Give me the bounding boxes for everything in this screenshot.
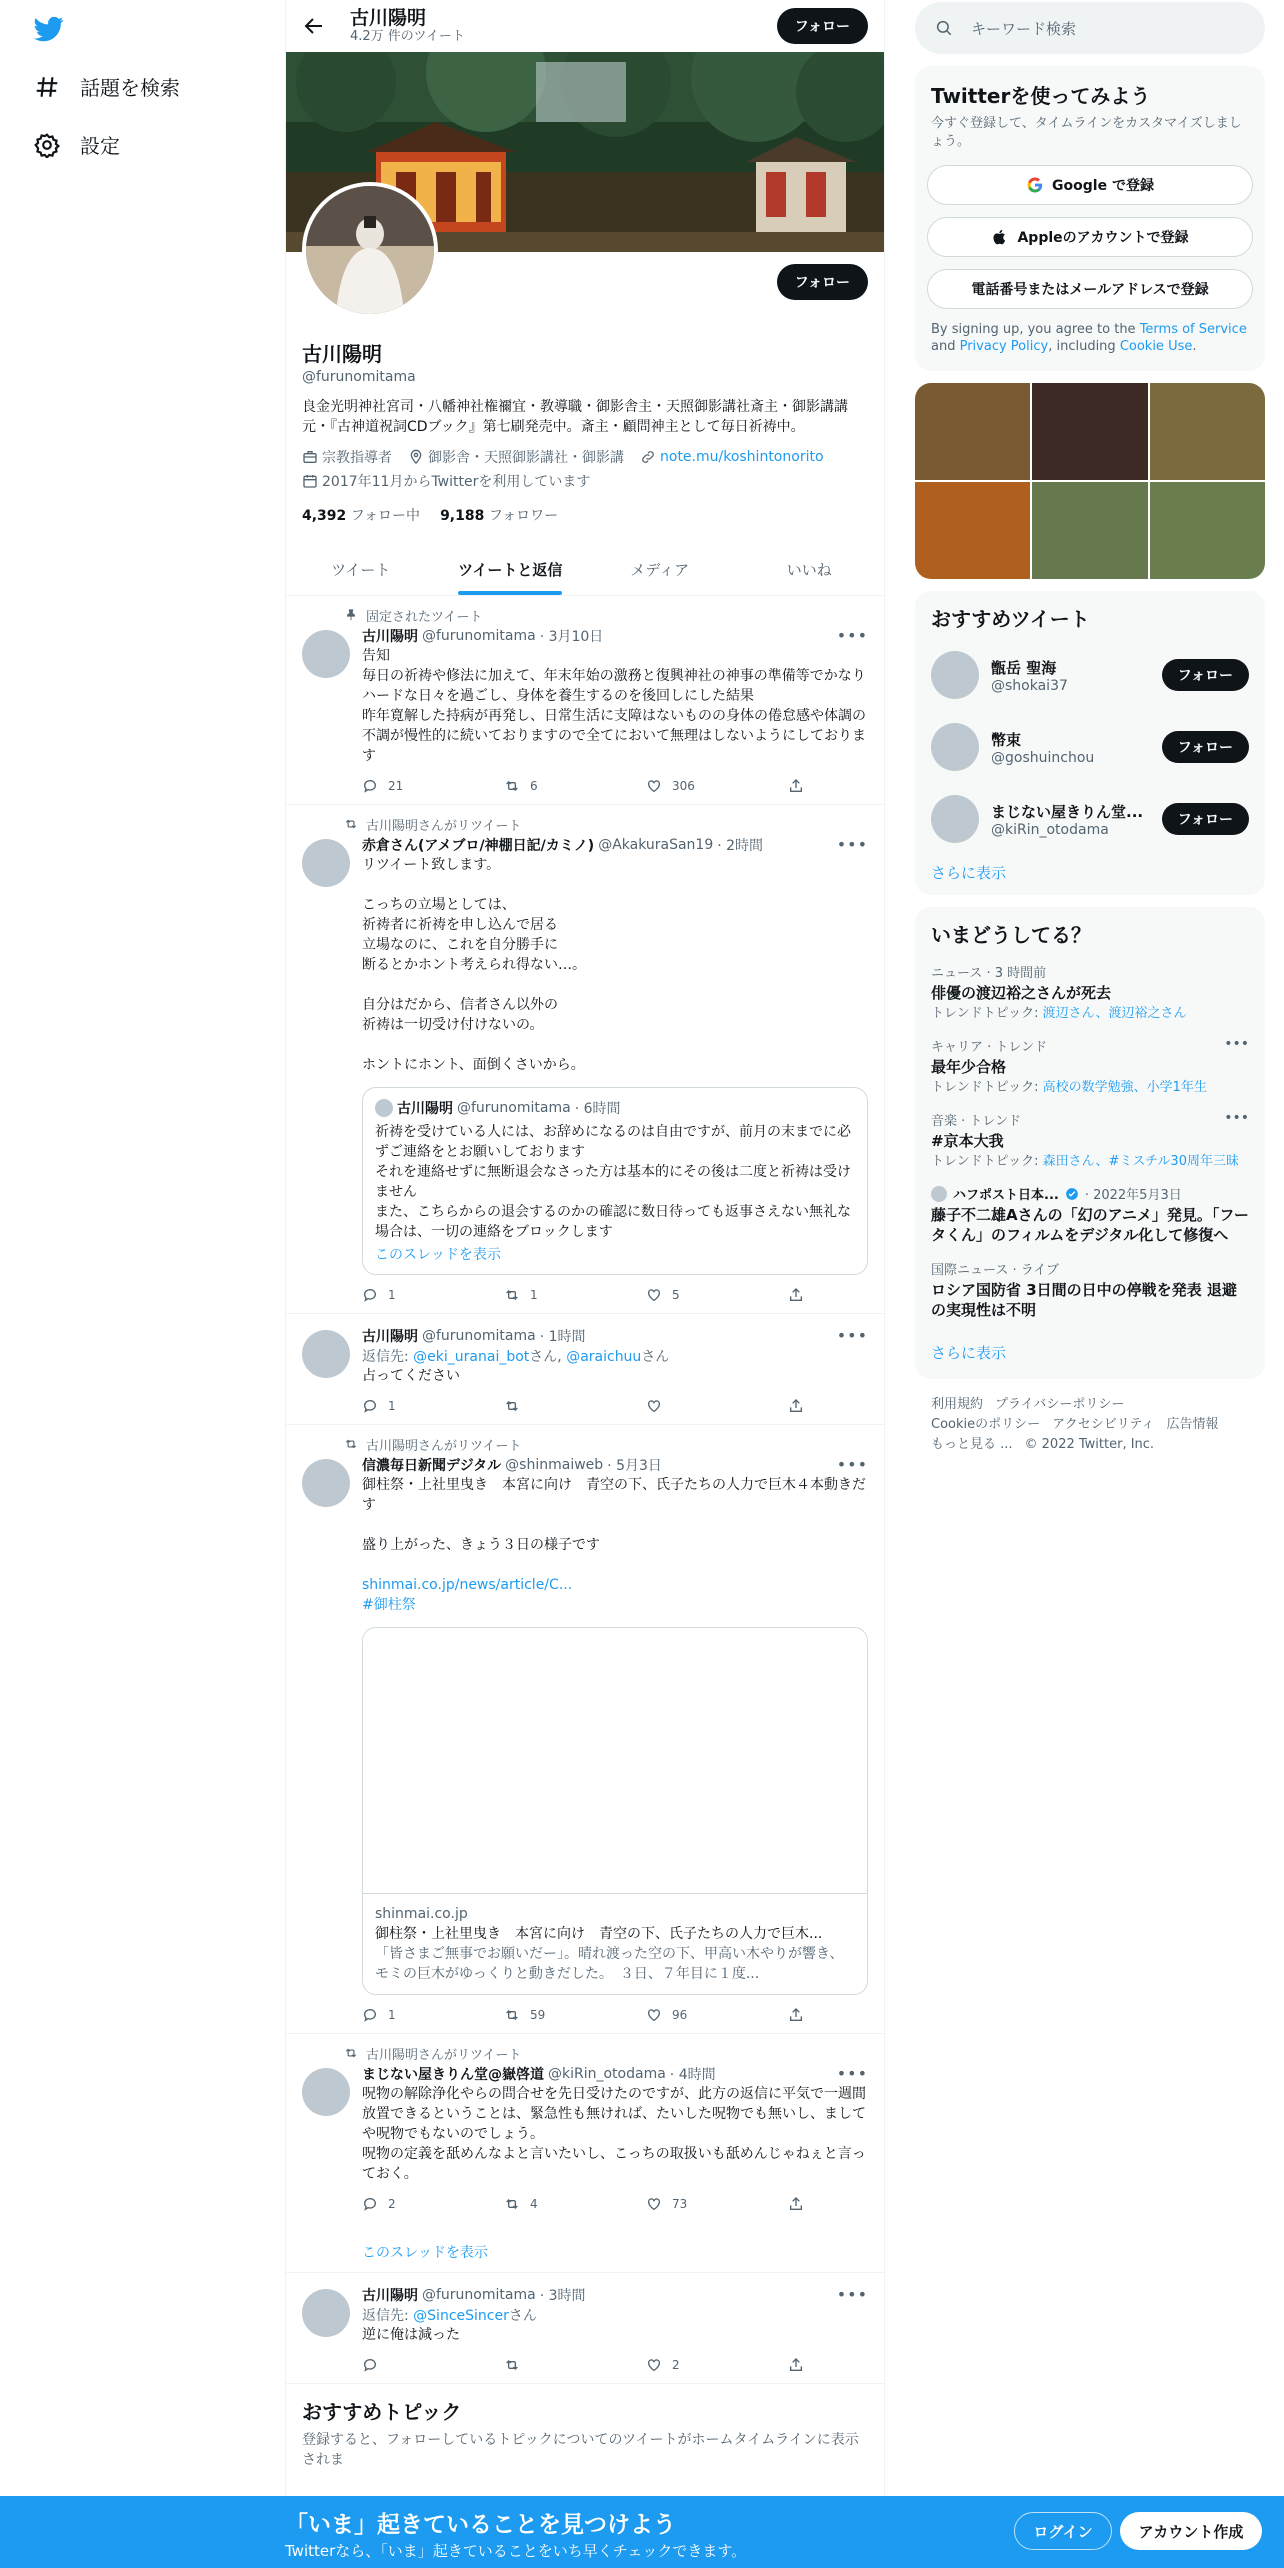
reply-icon xyxy=(362,1398,378,1414)
tweet-avatar[interactable] xyxy=(302,1330,350,1378)
reply-icon xyxy=(362,2196,378,2212)
following-label: フォロー中 xyxy=(350,508,421,524)
recommended-user[interactable] xyxy=(931,646,1249,704)
tweet-social-text[interactable]: 古川陽明さんがリツイート xyxy=(366,1438,522,1454)
google-logo-icon xyxy=(1026,176,1044,194)
share-icon xyxy=(788,1287,804,1303)
retweet-button[interactable] xyxy=(504,2196,614,2212)
recommended-user[interactable] xyxy=(931,718,1249,776)
trend-meta: ニュース · 3 時間前 xyxy=(931,966,1047,981)
quoted-time: · 6時間 xyxy=(574,1101,621,1117)
media-grid xyxy=(915,383,1265,579)
recommended-topics-sub: 登録すると、フォローしているトピックについてのツイートがホームタイムラインに表示されま xyxy=(302,2432,859,2468)
heart-icon xyxy=(646,778,662,794)
retweet-icon xyxy=(504,1398,520,1414)
tweet-avatar[interactable] xyxy=(302,2289,350,2337)
tweet-social-context xyxy=(302,606,868,624)
reply-button[interactable] xyxy=(362,1398,472,1414)
like-count: 5 xyxy=(672,1288,680,1302)
link-card-title: 御柱祭・上社里曳き 本宮に向け 青空の下、氏子たちの人力で巨木... xyxy=(375,1926,823,1942)
tweet-social-text[interactable]: 古川陽明さんがリツイート xyxy=(366,818,522,834)
profile-bio: 良金光明神社宮司・八幡神社権禰宜・教導職・御影舎主・天照御影講社斎主・御影講講元・『古神道祝詞CDブック』第七刷発売中。斎主・顧問神主として毎日祈祷中。 xyxy=(302,399,848,435)
retweet-icon xyxy=(504,778,520,794)
quoted-tweet[interactable] xyxy=(362,1087,868,1275)
briefcase-icon xyxy=(302,449,318,465)
bottom-bar-title: 「いま」起きていることを見つけよう xyxy=(285,2512,676,2538)
retweet-button[interactable] xyxy=(504,2007,614,2023)
reply-to-prefix: 返信先: xyxy=(362,1349,414,1365)
share-icon xyxy=(788,778,804,794)
tweet[interactable] xyxy=(286,1314,884,1425)
footer-accessibility-link[interactable]: アクセシビリティ xyxy=(1052,1417,1155,1432)
share-icon xyxy=(788,2007,804,2023)
reply-button[interactable] xyxy=(362,2007,472,2023)
footer-cookie-link[interactable]: Cookieのポリシー xyxy=(931,1417,1041,1432)
gear-icon xyxy=(34,132,60,158)
header-tweet-count: 4.2万 件のツイート xyxy=(350,29,465,44)
tab-likes[interactable]: いいね xyxy=(786,560,832,579)
header-name: 古川陽明 xyxy=(350,7,427,29)
news-time: · 2022年5月3日 xyxy=(1084,1188,1182,1203)
recommended-user-handle: @goshuinchou xyxy=(991,749,1095,766)
followers-label: フォロワー xyxy=(488,508,559,524)
trend-meta: キャリア · トレンド xyxy=(931,1040,1048,1055)
recommended-accounts xyxy=(915,591,1265,895)
legal-text: By signing up, you agree to the xyxy=(931,322,1140,337)
reply-to-mention[interactable]: @SinceSincer xyxy=(413,2308,509,2324)
footer-more-link[interactable]: もっと見る ... xyxy=(931,1437,1013,1452)
retweet-icon xyxy=(344,817,358,831)
bottom-signup-bar xyxy=(0,2496,1284,2568)
tweet-author-handle: @furunomitama xyxy=(422,1328,536,1344)
calendar-icon xyxy=(302,473,318,489)
recommended-user-name: まじない屋きりん堂... xyxy=(991,802,1144,821)
tab-tweets[interactable]: ツイート xyxy=(331,560,391,579)
tweet-social-context xyxy=(302,1435,868,1453)
reply-count: 1 xyxy=(388,2008,396,2022)
profile-joined-text: 2017年11月からTwitterを利用しています xyxy=(322,474,591,490)
recommended-user-handle: @kiRin_otodama xyxy=(991,821,1109,838)
tweet-actions xyxy=(362,2007,868,2023)
tweet-author-handle: @furunomitama xyxy=(422,628,536,644)
profile-category xyxy=(302,447,392,467)
profile-location xyxy=(408,447,624,467)
tab-media[interactable]: メディア xyxy=(630,560,690,579)
trend-sub-prefix: トレンドトピック: xyxy=(931,1080,1043,1095)
like-button[interactable] xyxy=(646,2357,756,2373)
share-button[interactable] xyxy=(788,2007,808,2023)
following-count: 4,392 xyxy=(302,508,347,524)
recommended-topics xyxy=(286,2384,884,2481)
heart-icon xyxy=(646,1398,662,1414)
reply-icon xyxy=(362,2357,378,2373)
footer-terms-link[interactable]: 利用規約 xyxy=(931,1397,984,1412)
retweet-count: 4 xyxy=(530,2197,538,2211)
phone-email-signup-label: 電話番号またはメールアドレスで登録 xyxy=(971,282,1209,298)
trend-item[interactable] xyxy=(931,1259,1249,1320)
trend-item[interactable] xyxy=(931,962,1249,1022)
profile-tabs xyxy=(286,543,884,596)
tweet-text: リツイート致します。 こっちの立場としては、 祈祷者に祈祷を申し込んで居る 立場なのに、これを自分勝手に 断るとかホント考えられ得ない…。 自分はだから、信者さん以外の 祈祷は一切受け付けないの。 ホントにホント、面倒くさいから。 xyxy=(362,857,586,1073)
trend-title: 俳優の渡辺裕之さんが死去 xyxy=(931,984,1112,1002)
heart-icon xyxy=(646,1287,662,1303)
trends-title: いまどうしてる？ xyxy=(931,923,1091,947)
retweet-button[interactable] xyxy=(504,1398,614,1414)
more-options-icon[interactable]: ••• xyxy=(836,2285,868,2304)
login-button[interactable]: ログイン xyxy=(1014,2512,1112,2550)
more-options-icon[interactable]: ••• xyxy=(836,2064,868,2083)
google-signup-label: Google で登録 xyxy=(1052,178,1154,194)
apple-signup-label: Appleのアカウントで登録 xyxy=(1017,230,1189,246)
like-button[interactable] xyxy=(646,778,756,794)
recommended-user[interactable] xyxy=(931,790,1249,848)
quoted-show-thread-link[interactable]: このスレッドを表示 xyxy=(375,1247,501,1263)
tweet-text: 御柱祭・上社里曳き 本宮に向け 青空の下、氏子たちの人力で巨木４本動きだす 盛り上がった、きょう３日の様子です xyxy=(362,1477,866,1553)
privacy-link[interactable]: Privacy Policy xyxy=(959,339,1049,354)
trend-sub-prefix: トレンドトピック: xyxy=(931,1154,1043,1169)
tweet-author-handle: @furunomitama xyxy=(422,2287,536,2303)
profile-joined xyxy=(302,471,590,491)
share-button[interactable] xyxy=(788,1287,808,1303)
retweet-count: 1 xyxy=(530,1288,538,1302)
reply-to-suffix: さん xyxy=(641,1349,670,1365)
tweet-author-name[interactable]: 古川陽明 xyxy=(362,629,418,645)
news-source-name: ハフポスト日本... xyxy=(953,1188,1059,1203)
retweet-count: 6 xyxy=(530,779,538,793)
tweet-actions xyxy=(362,1398,868,1414)
profile-link-url[interactable]: note.mu/koshintonorito xyxy=(660,449,824,465)
trend-title: 最年少合格 xyxy=(931,1058,1007,1076)
follow-button[interactable]: フォロー xyxy=(1162,731,1249,763)
footer-copyright: © 2022 Twitter, Inc. xyxy=(1024,1437,1155,1452)
tweet-author-handle: @shinmaiweb xyxy=(505,1457,604,1473)
profile-header-bar xyxy=(286,0,884,52)
link-card[interactable] xyxy=(362,1627,868,1995)
tweet-text: 占ってください xyxy=(362,1368,460,1384)
twitter-logo-icon[interactable] xyxy=(34,14,64,44)
tweet[interactable] xyxy=(286,1425,884,2034)
like-count: 73 xyxy=(672,2197,688,2211)
nav-settings[interactable] xyxy=(34,130,120,159)
trends-panel xyxy=(915,907,1265,1379)
trend-topic-link[interactable]: 森田さん、#ミスチル30周年三昧 xyxy=(1042,1154,1239,1169)
recommended-topics-title: おすすめトピック xyxy=(302,2400,462,2424)
followers-stat[interactable] xyxy=(440,505,558,525)
media-thumbnail[interactable] xyxy=(915,383,1030,480)
tweet-social-text[interactable]: 古川陽明さんがリツイート xyxy=(366,2047,522,2063)
terms-link[interactable]: Terms of Service xyxy=(1139,322,1247,337)
tweet-text: 逆に俺は減った xyxy=(362,2327,460,2343)
tweet-link[interactable]: shinmai.co.jp/news/article/C... xyxy=(362,1577,573,1593)
tweet-avatar[interactable] xyxy=(302,630,350,678)
trend-sub-prefix: トレンドトピック: xyxy=(931,1006,1043,1021)
media-thumbnail[interactable] xyxy=(1032,482,1147,579)
trends-show-more[interactable]: さらに表示 xyxy=(931,1344,1007,1362)
news-source-avatar xyxy=(931,1186,947,1202)
reply-button[interactable] xyxy=(362,778,472,794)
reply-icon xyxy=(362,1287,378,1303)
reply-count: 2 xyxy=(388,2197,396,2211)
reply-to-mention[interactable]: @eki_uranai_bot xyxy=(413,1349,530,1365)
signup-legal xyxy=(931,321,1249,355)
reply-button[interactable] xyxy=(362,2196,472,2212)
tweet-social-context xyxy=(302,2044,868,2062)
heart-icon xyxy=(646,2357,662,2373)
right-sidebar xyxy=(915,0,1265,1471)
share-button[interactable] xyxy=(788,2196,808,2212)
tweet-text: 呪物の解除浄化やらの問合せを先日受けたのですが、此方の返信に平気で一週間放置できるということは、緊急性も無ければ、たいした呪物でも無いし、ましてや呪物でもないのでしょう。 呪物の定義を舐めんなよと言いたいし、こっちの取扱いも舐めんじゃねぇと言っておく。 xyxy=(362,2086,866,2182)
tweet-author-handle: @kiRin_otodama xyxy=(548,2066,666,2082)
apple-logo-icon xyxy=(991,228,1009,246)
profile-follow-button[interactable]: フォロー xyxy=(777,264,868,300)
nav-settings-label: 設定 xyxy=(80,134,120,158)
share-icon xyxy=(788,2357,804,2373)
retweet-button[interactable] xyxy=(504,2357,614,2373)
recommended-show-more[interactable]: さらに表示 xyxy=(931,864,1007,882)
search-icon xyxy=(935,19,953,37)
more-options-icon[interactable]: ••• xyxy=(836,1455,868,1474)
trend-meta: 音楽 · トレンド xyxy=(931,1114,1022,1129)
like-count: 2 xyxy=(672,2358,680,2372)
avatar xyxy=(931,723,979,771)
profile-section xyxy=(286,252,884,525)
back-arrow-icon[interactable] xyxy=(302,14,326,38)
phone-email-signup-button[interactable] xyxy=(927,269,1253,309)
tweet-author-name[interactable]: まじない屋きりん堂@嶽啓道 xyxy=(362,2067,544,2083)
like-count: 96 xyxy=(672,2008,688,2022)
legal-text: . xyxy=(1192,339,1197,354)
tweet-author-name[interactable]: 古川陽明 xyxy=(362,2288,418,2304)
following-stat[interactable] xyxy=(302,505,420,525)
reply-count: 1 xyxy=(388,1399,396,1413)
tweet-time[interactable]: · 3月10日 xyxy=(539,629,604,645)
like-button[interactable] xyxy=(646,2196,756,2212)
reply-count: 21 xyxy=(388,779,404,793)
reply-to-mention[interactable]: @araichuu xyxy=(566,1349,642,1365)
link-card-domain: shinmai.co.jp xyxy=(375,1906,468,1922)
like-count: 306 xyxy=(672,779,695,793)
profile-handle: @furunomitama xyxy=(302,369,416,385)
retweet-icon xyxy=(344,1437,358,1451)
tweet-author-name[interactable]: 信濃毎日新聞デジタル xyxy=(362,1458,502,1474)
share-button[interactable] xyxy=(788,778,808,794)
search-placeholder: キーワード検索 xyxy=(971,19,1077,38)
footer-links xyxy=(915,1379,1265,1471)
cookie-link[interactable]: Cookie Use xyxy=(1119,339,1193,354)
tweet-social-context xyxy=(302,815,868,833)
like-button[interactable] xyxy=(646,2007,756,2023)
profile-meta xyxy=(302,447,868,491)
tweet-time[interactable]: · 4時間 xyxy=(669,2067,716,2083)
quoted-avatar xyxy=(375,1099,393,1117)
more-options-icon[interactable]: ••• xyxy=(836,1326,868,1345)
google-signup-button[interactable] xyxy=(927,165,1253,205)
legal-text: and xyxy=(931,339,960,354)
profile-category-text: 宗教指導者 xyxy=(322,450,392,466)
reply-button[interactable] xyxy=(362,2357,472,2373)
profile-stats xyxy=(302,505,868,525)
recommended-user-name: 幣束 xyxy=(991,730,1022,749)
media-thumbnail[interactable] xyxy=(1150,383,1265,480)
hashtag-icon xyxy=(34,74,60,100)
footer-ads-link[interactable]: 広告情報 xyxy=(1166,1417,1219,1432)
link-card-image xyxy=(363,1628,867,1894)
like-button[interactable] xyxy=(646,1398,756,1414)
trend-item[interactable] xyxy=(931,1184,1249,1245)
trend-title: 藤子不二雄Aさんの「幻のアニメ」発見。「フータくん」のフィルムをデジタル化して修復へ xyxy=(931,1206,1249,1244)
recommended-title: おすすめツイート xyxy=(931,607,1090,631)
heart-icon xyxy=(646,2007,662,2023)
quoted-author-handle: @furunomitama xyxy=(457,1100,571,1116)
more-options-icon[interactable]: ••• xyxy=(1224,1036,1249,1052)
trend-meta: 国際ニュース · ライブ xyxy=(931,1263,1059,1278)
recommended-user-handle: @shokai37 xyxy=(991,677,1068,694)
verified-badge-icon xyxy=(1065,1187,1079,1201)
more-options-icon[interactable]: ••• xyxy=(1224,1110,1249,1126)
more-options-icon[interactable]: ••• xyxy=(836,835,868,854)
quoted-text: 祈祷を受けている人には、お辞めになるのは自由ですが、前月の末までに必ずご連絡をとお願いしております それを連絡せずに無断退会なさった方は基本的にその後は二度と祈祷は受けません また、こちらからの退会するのかの確認に数日待っても返事さえない無礼な場合は、一切の連絡をブロックします xyxy=(375,1124,851,1240)
search-box[interactable] xyxy=(915,2,1265,54)
reply-icon xyxy=(362,2007,378,2023)
create-account-button[interactable]: アカウント作成 xyxy=(1120,2512,1262,2550)
followers-count: 9,188 xyxy=(440,508,485,524)
reply-to-separator: さん, xyxy=(529,1349,567,1365)
share-icon xyxy=(788,2196,804,2212)
tweet-author-name[interactable]: 赤倉さん(アメブロ/神棚日記/カミノ) xyxy=(362,838,595,854)
tweet-time[interactable]: · 5月3日 xyxy=(607,1458,662,1474)
media-thumbnail[interactable] xyxy=(1032,383,1147,480)
follow-button[interactable]: フォロー xyxy=(1162,659,1249,691)
media-thumbnail[interactable] xyxy=(915,482,1030,579)
reply-to-suffix: さん xyxy=(508,2308,537,2324)
reply-button[interactable] xyxy=(362,1287,472,1303)
more-options-icon[interactable]: ••• xyxy=(836,626,868,645)
tweet-time[interactable]: · 2時間 xyxy=(717,838,764,854)
heart-icon xyxy=(646,2196,662,2212)
reply-to-line xyxy=(362,1346,868,1366)
media-thumbnail[interactable] xyxy=(1150,482,1265,579)
tweet-actions xyxy=(362,778,868,794)
bottom-bar-subtitle: Twitterなら、「いま」起きていることをいち早くチェックできます。 xyxy=(285,2542,747,2560)
nav-explore-label: 話題を検索 xyxy=(80,76,180,100)
retweet-button[interactable] xyxy=(504,1287,614,1303)
tweet[interactable] xyxy=(286,2273,884,2384)
reply-to-prefix: 返信先: xyxy=(362,2308,414,2324)
retweet-icon xyxy=(344,2046,358,2060)
quoted-author-name: 古川陽明 xyxy=(397,1101,453,1117)
tweet-author-name[interactable]: 古川陽明 xyxy=(362,1329,418,1345)
tweet-actions xyxy=(362,2357,868,2373)
trend-title: #京本大我 xyxy=(931,1132,1004,1150)
trend-topic-link[interactable]: 渡辺さん、渡辺裕之さん xyxy=(1042,1006,1187,1021)
link-icon xyxy=(640,449,656,465)
profile-location-text: 御影舎・天照御影講社・御影講 xyxy=(428,450,624,466)
tweet-actions xyxy=(362,2196,868,2212)
recommended-user-name: 甑岳 聖海 xyxy=(991,658,1057,677)
tweet-avatar[interactable] xyxy=(302,2068,350,2116)
retweet-icon xyxy=(504,2357,520,2373)
nav-explore[interactable] xyxy=(34,72,180,101)
signup-panel xyxy=(915,66,1265,371)
signup-title: Twitterを使ってみよう xyxy=(931,84,1151,108)
tweet-hashtag[interactable]: #御柱祭 xyxy=(362,1597,416,1613)
show-thread-link[interactable]: このスレッドを表示 xyxy=(362,2245,488,2261)
header-follow-button[interactable]: フォロー xyxy=(777,8,868,44)
tweet[interactable] xyxy=(286,2034,884,2273)
tweet-actions xyxy=(362,1287,868,1303)
reply-icon xyxy=(362,778,378,794)
tweet[interactable] xyxy=(286,805,884,1314)
tweet-avatar[interactable] xyxy=(302,839,350,887)
tweet[interactable] xyxy=(286,596,884,805)
footer-privacy-link[interactable]: プライバシーポリシー xyxy=(995,1397,1125,1412)
profile-link xyxy=(640,447,824,467)
tweet-time[interactable]: · 1時間 xyxy=(539,1329,586,1345)
follow-button[interactable]: フォロー xyxy=(1162,803,1249,835)
retweet-button[interactable] xyxy=(504,778,614,794)
reply-to-line xyxy=(362,2305,868,2325)
signup-subtitle: 今すぐ登録して、タイムラインをカスタマイズしましょう。 xyxy=(931,116,1242,149)
legal-text: , including xyxy=(1048,339,1120,354)
share-button[interactable] xyxy=(788,2357,808,2373)
tweet-time[interactable]: · 3時間 xyxy=(539,2288,586,2304)
trend-item[interactable] xyxy=(931,1110,1249,1170)
location-pin-icon xyxy=(408,449,424,465)
like-button[interactable] xyxy=(646,1287,756,1303)
retweet-icon xyxy=(504,2196,520,2212)
trend-topic-link[interactable]: 高校の数学勉強、小学1年生 xyxy=(1042,1080,1207,1095)
reply-count: 1 xyxy=(388,1288,396,1302)
tweet-social-text: 固定されたツイート xyxy=(366,609,483,625)
trend-item[interactable] xyxy=(931,1036,1249,1096)
apple-signup-button[interactable] xyxy=(927,217,1253,257)
share-icon xyxy=(788,1398,804,1414)
profile-name: 古川陽明 xyxy=(302,342,382,366)
avatar xyxy=(931,651,979,699)
tweet-author-handle: @AkakuraSan19 xyxy=(598,837,714,853)
trend-title: ロシア国防省 3日間の日中の停戦を発表 退避の実現性は不明 xyxy=(931,1281,1237,1319)
retweet-icon xyxy=(504,2007,520,2023)
tab-tweets-and-replies[interactable]: ツイートと返信 xyxy=(436,543,586,595)
tweet-text: 告知 毎日の祈祷や修法に加えて、年末年始の激務と復興神社の神事の準備等でかなりハードな日々を過ごし、身体を養生するのを後回しにした結果 昨年寛解した持病が再発し、日常生活に支障はないものの身体の倦怠感や体調の不調が慢性的に続いておりますので全てにおいて無理はしないようにしております xyxy=(362,648,866,764)
share-button[interactable] xyxy=(788,1398,808,1414)
pin-icon xyxy=(344,608,358,622)
tweet-avatar[interactable] xyxy=(302,1459,350,1507)
main-column xyxy=(285,0,885,2568)
link-card-description: 「皆さまご無事でお願いだー」。晴れ渡った空の下、甲高い木やりが響き、モミの巨木がゆっくりと動きだした。 ３日、７年目に１度... xyxy=(375,1946,844,1982)
retweet-icon xyxy=(504,1287,520,1303)
avatar xyxy=(931,795,979,843)
retweet-count: 59 xyxy=(530,2008,546,2022)
